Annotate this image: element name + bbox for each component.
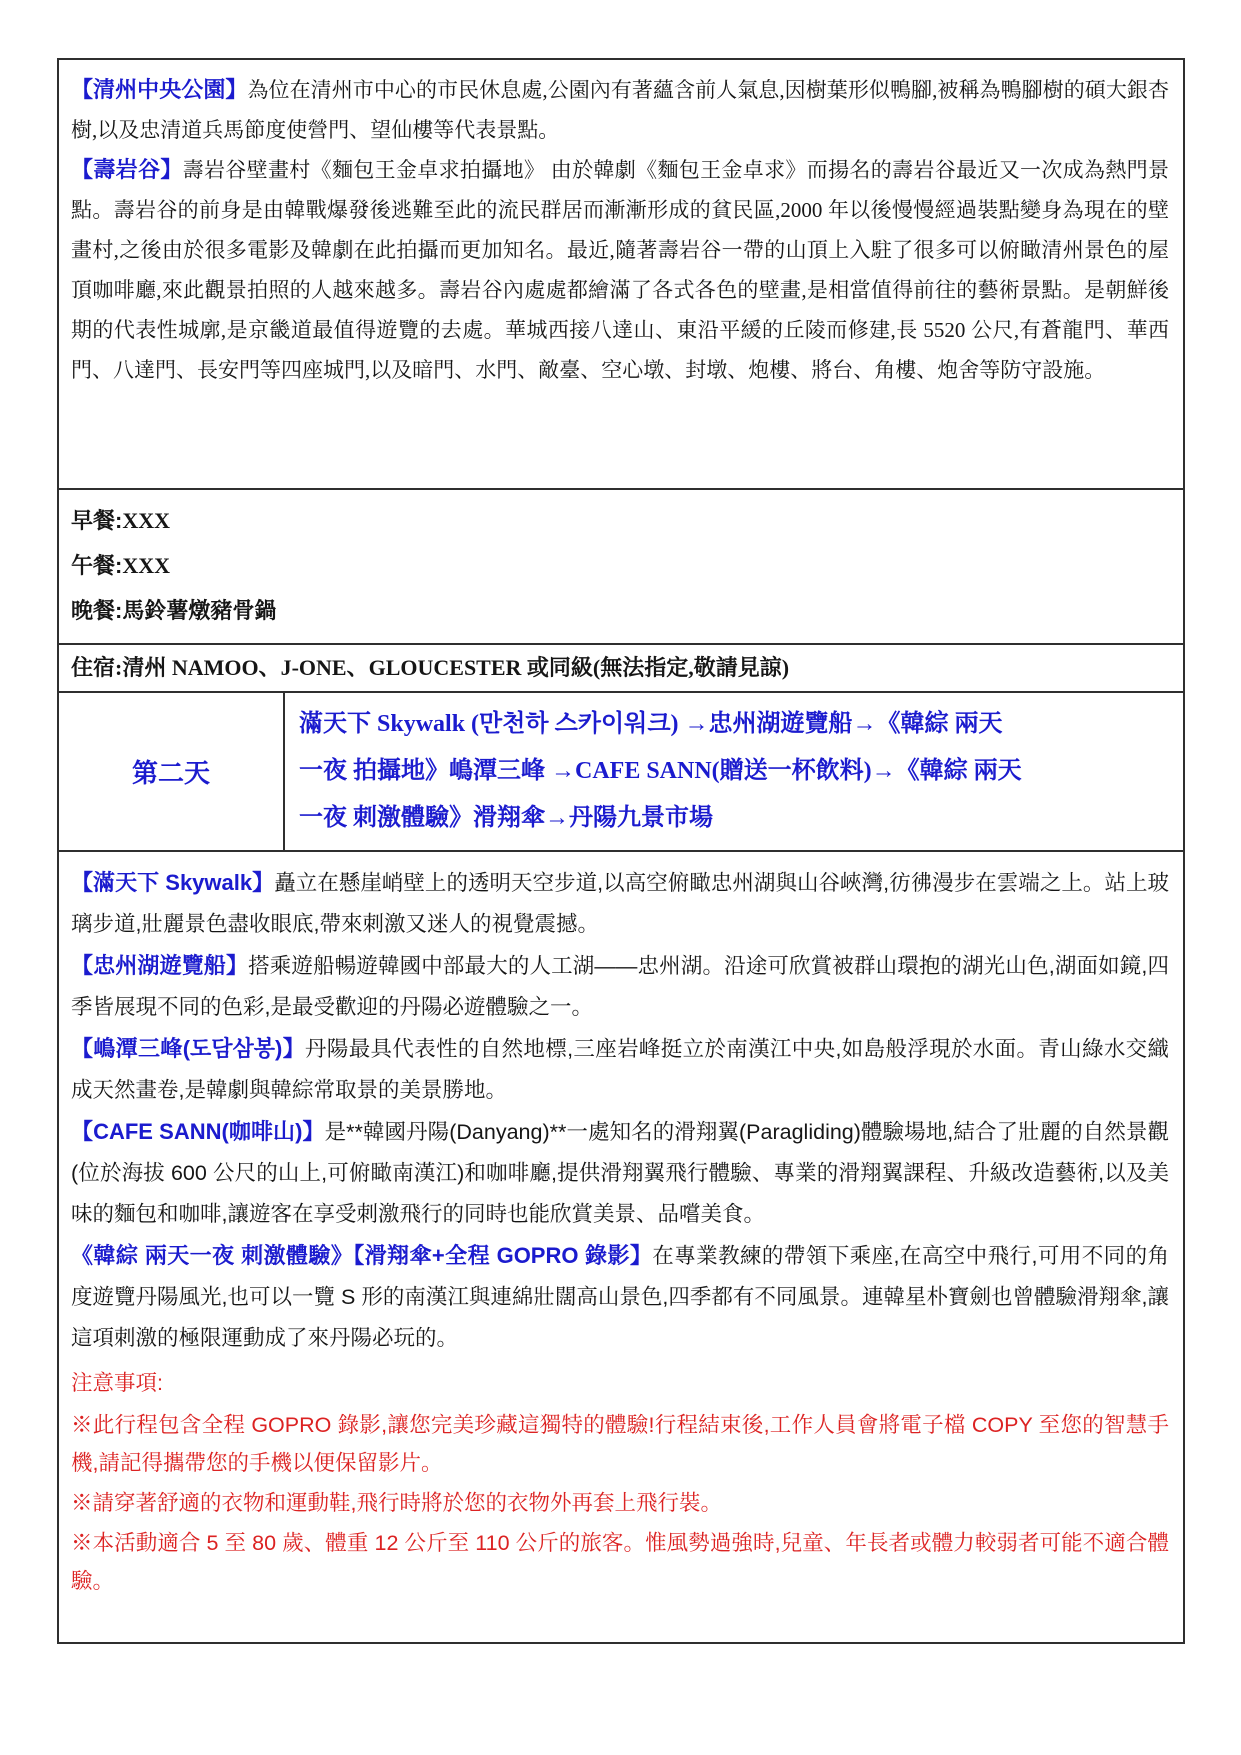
note-age-weight-limit: ※本活動適合 5 至 80 歲、體重 12 公斤至 110 公斤的旅客。惟風勢過強時,兒童、年長者或體力較弱者可能不適合體驗。	[71, 1531, 1169, 1593]
lodging-cell	[59, 645, 1183, 693]
day2-route-line-3: 一夜 刺激體驗》滑翔傘→丹陽九景市場	[299, 805, 713, 831]
meal-breakfast-label: 早餐:	[71, 508, 123, 533]
body-chungju-lake-cruise: 搭乘遊船暢遊韓國中部最大的人工湖——忠州湖。沿途可欣賞被群山環抱的湖光山色,湖面如鏡,四季皆展現不同的色彩,是最受歡迎的丹陽必遊體驗之一。	[71, 954, 1169, 1019]
day1-descriptions-cell	[59, 60, 1183, 490]
heading-skywalk: 【滿天下 Skywalk】	[71, 870, 275, 895]
meal-lunch-value: XXX	[122, 553, 170, 578]
notes-title: 注意事項:	[71, 1371, 163, 1395]
day2-route-line-1: 滿天下 Skywalk (만천하 스카이워크) →忠州湖遊覽船→《韓綜 兩天	[299, 711, 1003, 737]
paragraph-paragliding-gopro	[71, 1235, 1169, 1359]
meal-lunch-label: 午餐:	[71, 553, 123, 578]
paragraph-skywalk	[71, 862, 1169, 945]
heading-dodamsambong: 【嶋潭三峰(도담삼봉)】	[71, 1036, 306, 1061]
body-paragliding-gopro: 在專業教練的帶領下乘座,在高空中飛行,可用不同的角度遊覽丹陽風光,也可以一覽 S 形的南漢江與連綿壯闊高山景色,四季都有不同風景。連韓星朴寶劍也曾體驗滑翔傘,讓這項刺激的極限運動成了來丹陽必玩的。	[71, 1244, 1169, 1350]
meals-cell	[59, 490, 1183, 645]
meal-lunch	[71, 543, 1171, 588]
body-suamgol: 壽岩谷壁畫村《麵包王金卓求拍攝地》 由於韓劇《麵包王金卓求》而揚名的壽岩谷最近又一次成為熱門景點。壽岩谷的前身是由韓戰爆發後逃難至此的流民群居而漸漸形成的貧民區,2000 年以後慢慢經過裝點變身為現在的壁畫村,之後由於很多電影及韓劇在此拍攝而更加知名。最近,隨著壽岩谷一帶的山頂上入駐了很多可以俯瞰清州景色的屋頂咖啡廳,來此觀景拍照的人越來越多。壽岩谷內處處都繪滿了各式各色的壁畫,是相當值得前往的藝術景點。是朝鮮後期的代表性城廓,是京畿道最值得遊覽的去處。華城西接八達山、東沿平緩的丘陵而修建,長 5520 公尺,有蒼龍門、華西門、八達門、長安門等四座城門,以及暗門、水門、敵臺、空心墩、封墩、炮樓、將台、角樓、炮舍等防守設施。	[71, 158, 1169, 382]
itinerary-table	[57, 58, 1185, 1644]
day2-header-row	[59, 693, 1183, 852]
note-clothing: ※請穿著舒適的衣物和運動鞋,飛行時將於您的衣物外再套上飛行裝。	[71, 1491, 722, 1515]
heading-suamgol: 【壽岩谷】	[71, 157, 183, 182]
meal-breakfast-value: XXX	[122, 508, 170, 533]
day2-route-cell	[285, 693, 1183, 850]
meal-dinner	[71, 588, 1171, 633]
meal-breakfast	[71, 498, 1171, 543]
day2-descriptions-cell	[59, 852, 1183, 1642]
day2-route-line-2: 一夜 拍攝地》嶋潭三峰 →CAFE SANN(贈送一杯飲料)→《韓綜 兩天	[299, 758, 1022, 784]
day2-label-cell	[59, 693, 285, 850]
body-skywalk: 矗立在懸崖峭壁上的透明天空步道,以高空俯瞰忠州湖與山谷峽灣,彷彿漫步在雲端之上。站上玻璃步道,壯麗景色盡收眼底,帶來刺激又迷人的視覺震撼。	[71, 871, 1170, 936]
paragraph-suamgol	[71, 150, 1169, 390]
meal-dinner-label: 晚餐:	[71, 598, 123, 623]
body-dodamsambong: 丹陽最具代表性的自然地標,三座岩峰挺立於南漢江中央,如島般浮現於水面。青山綠水交織成天然畫卷,是韓劇與韓綜常取景的美景勝地。	[71, 1037, 1169, 1102]
paragraph-cheongju-central-park	[71, 70, 1169, 150]
body-cafe-sann: 是**韓國丹陽(Danyang)**一處知名的滑翔翼(Paragliding)體驗場地,結合了壯麗的自然景觀(位於海拔 600 公尺的山上,可俯瞰南漢江)和咖啡廳,提供滑翔翼飛行體驗、專業的滑翔翼課程、升級改造藝術,以及美味的麵包和咖啡,讓遊客在享受刺激飛行的同時也能欣賞美景、品嚐美食。	[71, 1120, 1169, 1226]
body-cheongju-central-park: 為位在清州市中心的市民休息處,公園內有著蘊含前人氣息,因樹葉形似鴨腳,被稱為鴨腳樹的碩大銀杏樹,以及忠清道兵馬節度使營門、望仙樓等代表景點。	[71, 78, 1169, 142]
meal-dinner-value: 馬鈴薯燉豬骨鍋	[122, 598, 277, 623]
note-gopro-copy: ※此行程包含全程 GOPRO 錄影,讓您完美珍藏這獨特的體驗!行程結束後,工作人員會將電子檔 COPY 至您的智慧手機,請記得攜帶您的手機以便保留影片。	[71, 1413, 1169, 1475]
heading-cheongju-central-park: 【清州中央公園】	[71, 77, 248, 102]
day2-label: 第二天	[131, 758, 210, 788]
lodging-text: 住宿:清州 NAMOO、J-ONE、GLOUCESTER 或同級(無法指定,敬請見諒)	[71, 655, 790, 680]
heading-chungju-lake-cruise: 【忠州湖遊覽船】	[71, 953, 249, 978]
paragraph-dodamsambong	[71, 1028, 1169, 1111]
heading-paragliding-gopro: 《韓綜 兩天一夜 刺激體驗》【滑翔傘+全程 GOPRO 錄影】	[71, 1243, 653, 1268]
paragraph-chungju-lake-cruise	[71, 945, 1169, 1028]
heading-cafe-sann: 【CAFE SANN(咖啡山)】	[71, 1119, 325, 1144]
paragraph-cafe-sann	[71, 1111, 1169, 1235]
